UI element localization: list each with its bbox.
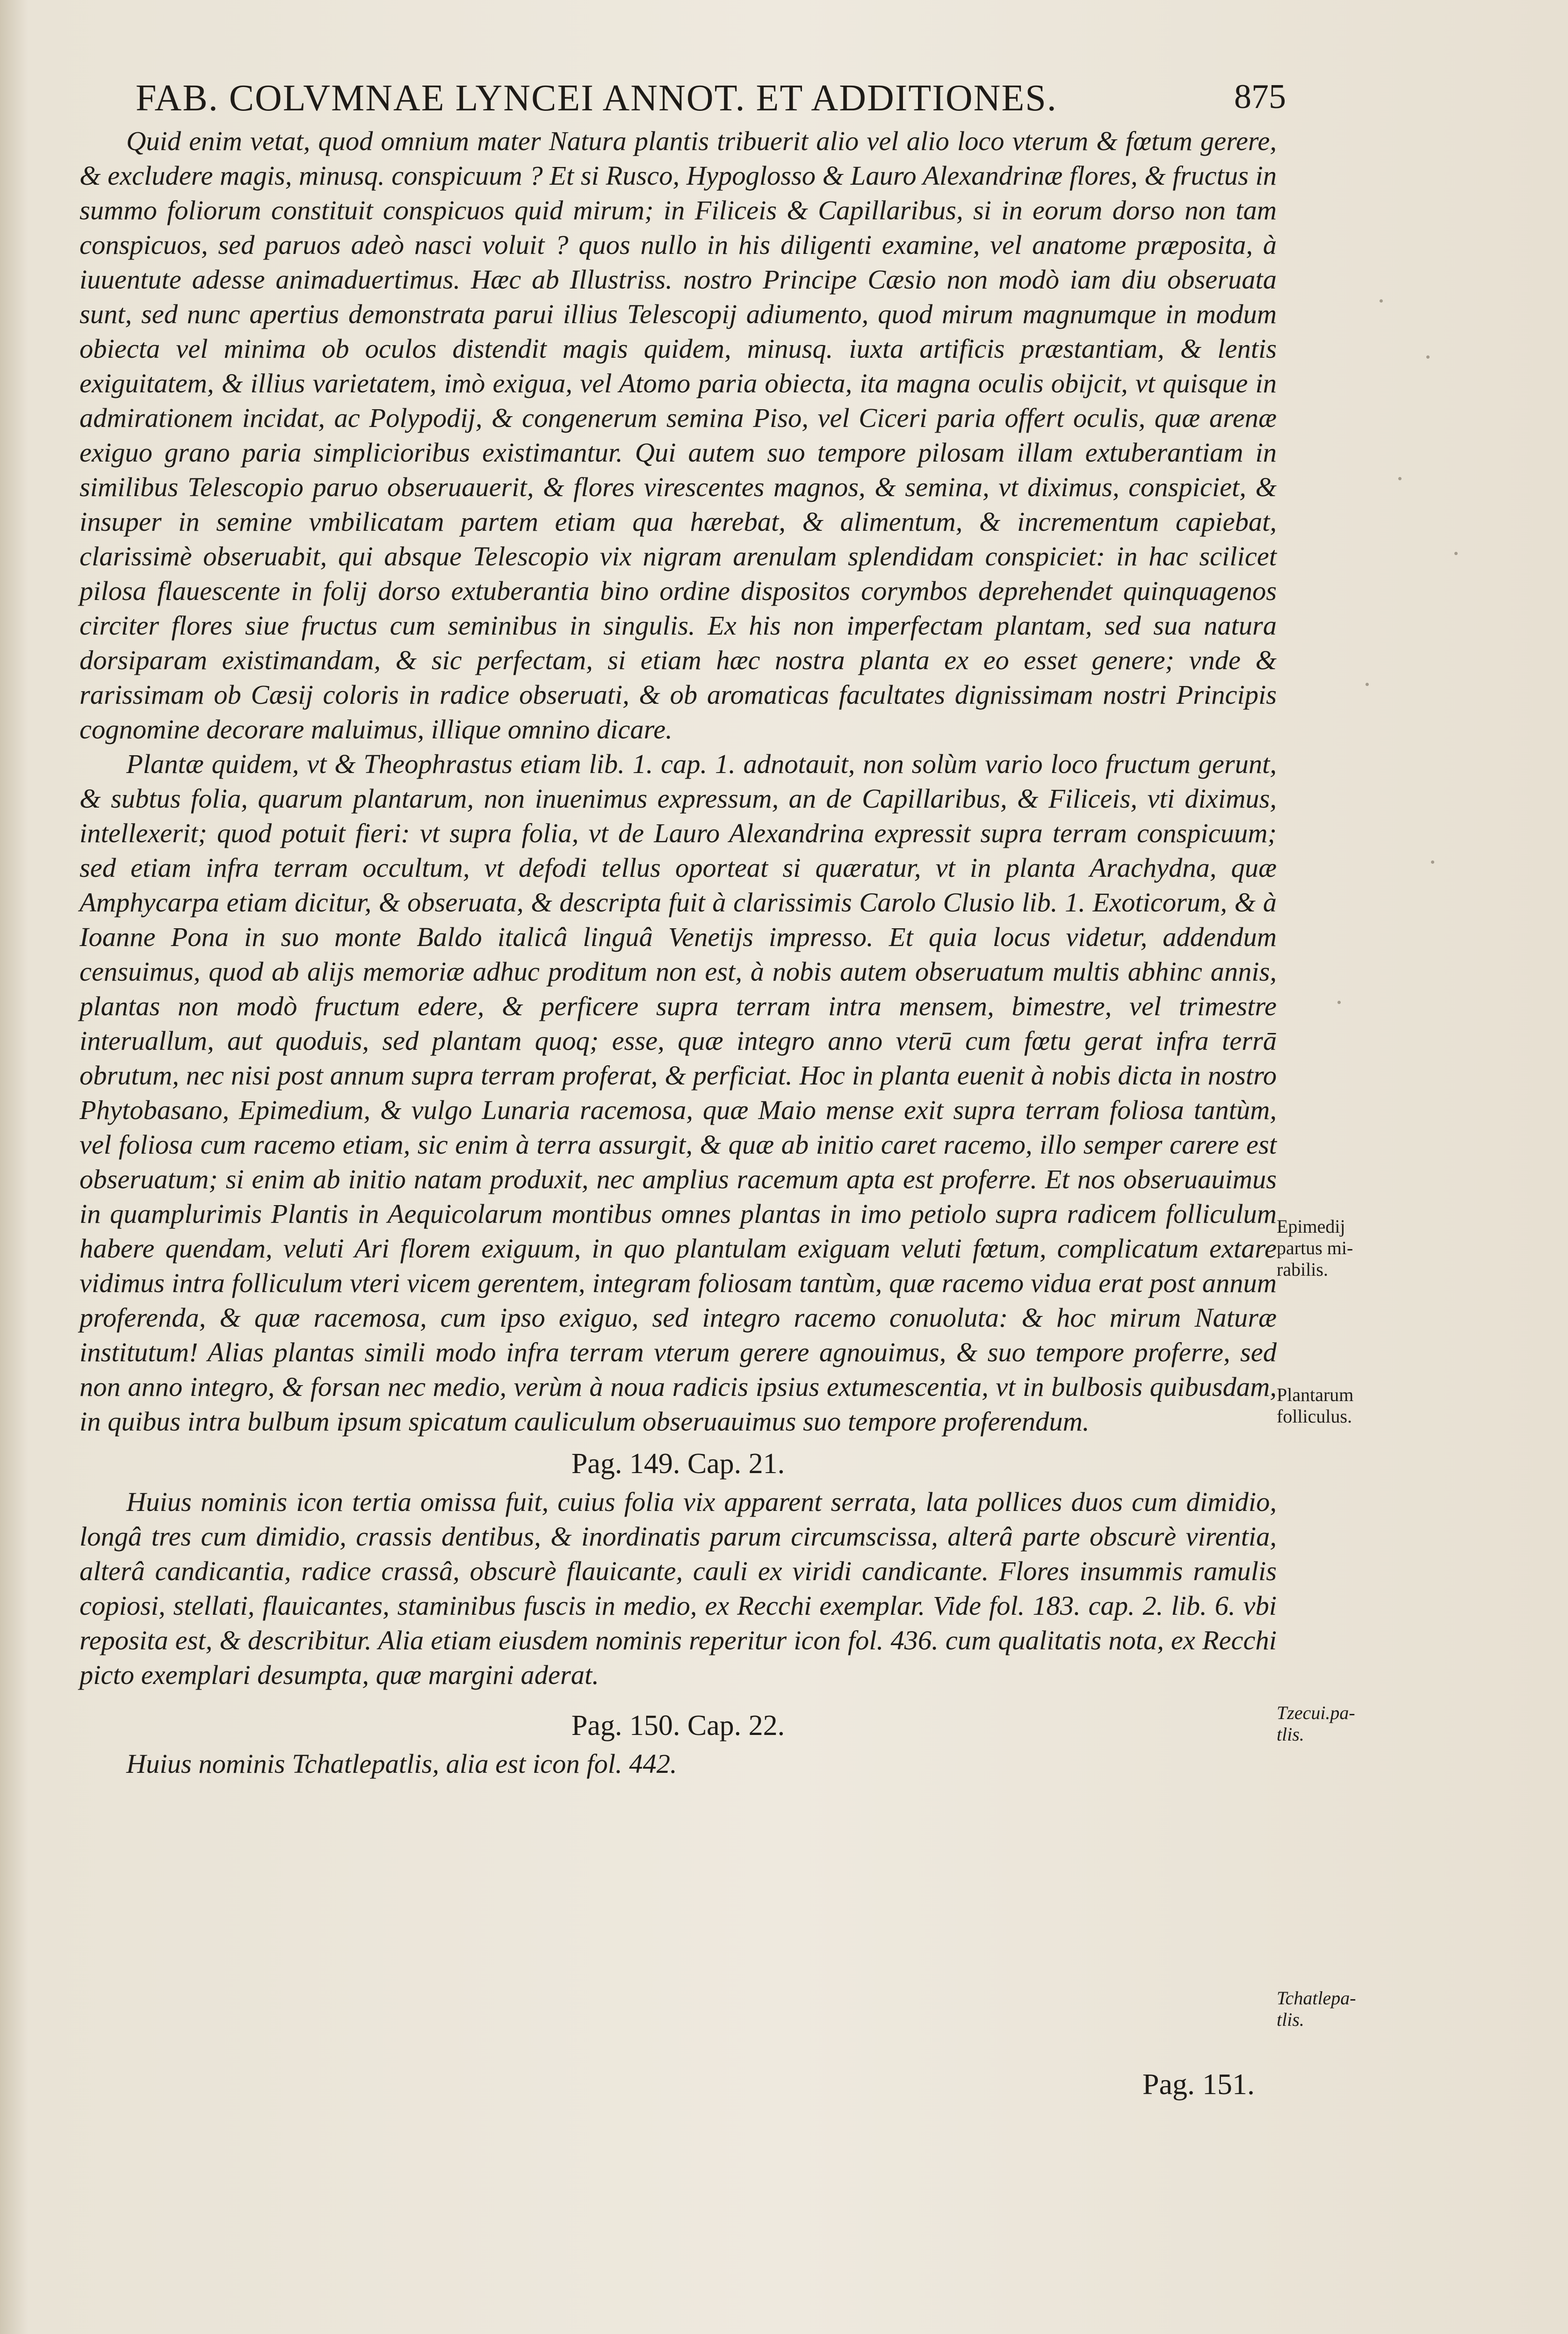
margin-note-epimedium <box>1277 1216 1417 1280</box>
paragraph-tchatlepatlis: Huius nominis Tchatlepatlis, alia est icon fol. 442. <box>126 1749 677 1779</box>
margin-note-line: tlis. <box>1277 1724 1304 1745</box>
paper-speck <box>1380 299 1383 303</box>
paper-speck <box>1454 552 1458 555</box>
margin-note-line: Tchatlepa- <box>1277 1987 1356 2009</box>
page-header <box>136 77 1286 124</box>
running-head: FAB. COLVMNAE LYNCEI ANNOT. ET ADDITIONES. <box>136 78 1057 119</box>
main-text-column <box>79 124 1277 1781</box>
paragraph-dorsiparous-plants: Quid enim vetat, quod omnium mater Natura plantis tribuerit alio vel alio loco vterum & fœtum gerere, & excludere magis, minusq. conspicuum ? Et si Rusco, Hypoglosso & Lauro Alexandrinæ flores, & fructus in summo foliorum constituit conspicuos quid mirum; in Filiceis & Capillaribus, si in eorum dorso non tam conspicuos, sed paruos adeò nasci voluit ? quos nullo in his diligenti examine, vel anatome præposita, à iuuentute adesse animaduertimus. Hæc ab Illustriss. nostro Principe Cæsio non modò iam diu obseruata sunt, sed nunc apertius demonstrata parui illius Telescopij adiumento, quod mirum magnumque in modum obiecta vel minima ob oculos distendit magis quidem, minusq. iuxta artificis præstantiam, & lentis exiguitatem, & illius varietatem, imò exigua, vel Atomo paria obiecta, ita magna oculis obijcit, vt quisque in admirationem incidat, ac Polypodij, & congenerum semina Piso, vel Ciceri paria offert oculis, quæ arenæ exiguo grano paria simplicioribus existimantur. Qui autem suo tempore pilosam illam extuberantiam in similibus Telescopio paruo obseruauerit, & flores virescentes magnos, & semina, vt diximus, conspiciet, & insuper in semine vmbilicatam partem etiam qua hærebat, & alimentum, & incrementum capiebat, clarissimè obseruabit, qui absque Telescopio vix nigram arenulam splendidam conspiciet: in hac scilicet pilosa flauescente in folij dorso extuberantia bino ordine dispositos corymbos deprehendet quinquagenos circiter flores siue fructus cum seminibus in singulis. Ex his non imperfectam plantam, sed sua natura dorsiparam existimandam, & sic perfectam, si etiam hæc nostra planta ex eo esset genere; vnde & rarissimam ob Cæsij coloris in radice obseruati, & ob aromaticas facultates dignissimam nostri Principis cognomine decorare maluimus, illique omnino dicare. <box>79 126 1277 744</box>
paper-speck <box>1431 860 1434 864</box>
margin-note-line: tlis. <box>1277 2009 1304 2030</box>
margin-note-line: Plantarum <box>1277 1384 1354 1405</box>
margin-note-tchatlepatlis <box>1277 1987 1417 2031</box>
page-number: 875 <box>1234 78 1286 116</box>
margin-note-line: folliculus. <box>1277 1406 1352 1427</box>
section-heading-pag-149: Pag. 149. Cap. 21. <box>571 1448 785 1480</box>
margin-note-line: Epimedij <box>1277 1216 1345 1237</box>
margin-note-line: partus mi- <box>1277 1237 1353 1258</box>
margin-note-line: rabilis. <box>1277 1259 1328 1280</box>
paper-speck <box>1366 683 1369 686</box>
paper-speck <box>1398 477 1402 480</box>
paper-speck <box>1426 355 1430 359</box>
paper-speck <box>1337 1001 1341 1004</box>
catchword: Pag. 151. <box>1142 2067 1255 2101</box>
margin-note-line: Tzecui.pa- <box>1277 1702 1355 1723</box>
margin-note-folliculus <box>1277 1384 1417 1427</box>
paragraph-third-icon: Huius nominis icon tertia omissa fuit, cuius folia vix apparent serrata, lata pollices duos cum dimidio, longâ tres cum dimidio, crassis dentibus, & inordinatis parum circumscissa, alterâ parte obscurè virentia, alterâ candicantia, radice crassâ, obscurè flauicante, cauli ex viridi candicante. Flores insummis ramulis copiosi, stellati, flauicantes, staminibus fuscis in medio, ex Recchi exemplar. Vide fol. 183. cap. 2. lib. 6. vbi reposita est, & describitur. Alia etiam eiusdem nominis reperitur icon fol. 436. cum qualitatis nota, ex Recchi picto exemplari desumpta, quæ margini aderat. <box>79 1487 1277 1690</box>
margin-note-tzecuipatlis <box>1277 1702 1417 1745</box>
paragraph-underground-fruit: Plantæ quidem, vt & Theophrastus etiam lib. 1. cap. 1. adnotauit, non solùm vario loco fructum gerunt, & subtus folia, quarum plantarum, non inuenimus expressum, an de Capillaribus, & Filiceis, vti diximus, intellexerit; quod potuit fieri: vt supra folia, vt de Lauro Alexandrina expressit supra terram conspicuum; sed etiam infra terram occultum, vt defodi tellus oporteat si quæratur, vt in planta Arachydna, quæ Amphycarpa etiam dicitur, & obseruata, & descripta fuit à clarissimis Carolo Clusio lib. 1. Exoticorum, & à Ioanne Pona in suo monte Baldo italicâ linguâ Venetijs impresso. Et quia locus videtur, addendum censuimus, quod ab alijs memoriæ adhuc proditum non est, à nobis autem obseruatum multis abhinc annis, plantas non modò fructum edere, & perficere supra terram intra mensem, bimestre, vel trimestre interuallum, aut quoduis, sed plantam quoq; esse, quæ integro anno vterū cum fœtu gerat infra terrā obrutum, nec nisi post annum supra terram proferat, & perficiat. Hoc in planta euenit à nobis dicta in nostro Phytobasano, Epimedium, & vulgo Lunaria racemosa, quæ Maio mense exit supra terram foliosa tantùm, vel foliosa cum racemo etiam, sic enim à terra assurgit, & quæ ab initio caret racemo, illo semper carere est obseruatum; si enim ab initio natam produxit, nec amplius racemum apta est proferre. Et nos obseruauimus in quamplurimis Plantis in Aequicolarum montibus omnes plantas in imo petiolo supra radicem folliculum habere quendam, veluti Ari florem exiguum, in quo plantulam exiguam veluti fœtum, complicatum extare vidimus intra folliculum vteri vicem gerentem, integram foliosam tantùm, quæ racemo vidua erat post annum proferenda, & quæ racemosa, cum ipso exiguo, sed integro racemo conuoluta: & hoc mirum Naturæ institutum! Alias plantas simili modo infra terram vterum gerere agnouimus, & suo tempore proferre, sed non anno integro, & forsan nec medio, verùm à noua radicis ipsius extumescentia, vt in bulbosis quibusdam, in quibus intra bulbum ipsum spicatum cauliculum obseruauimus suo tempore proferendum. <box>79 749 1277 1437</box>
section-heading-pag-150: Pag. 150. Cap. 22. <box>571 1710 785 1741</box>
